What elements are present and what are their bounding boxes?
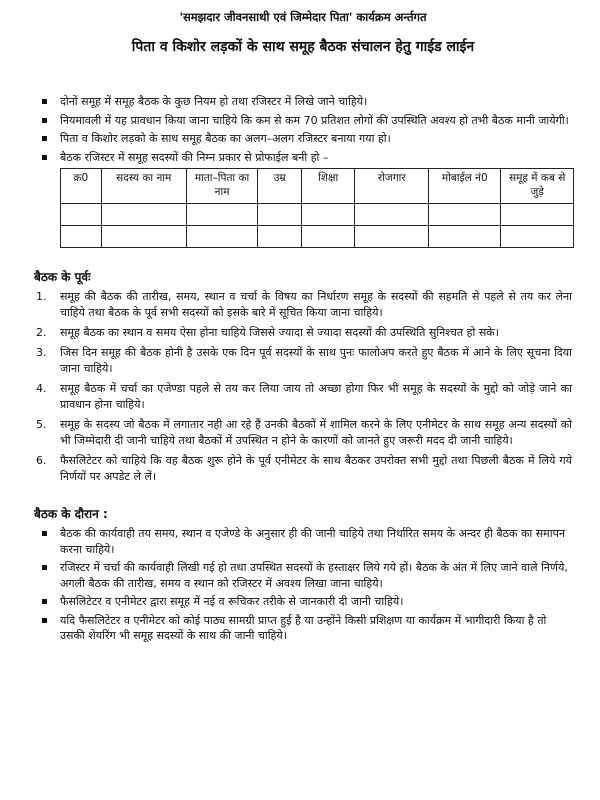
col-age: उम्र: [258, 169, 302, 204]
intro-bullet-list: [34, 94, 572, 165]
item-number: 1.: [36, 290, 47, 303]
program-supertitle: 'समझदार जीवनसाथी एवं जिम्मेदार पिता' कार्यक्रम अर्न्तगत: [179, 10, 427, 24]
item-number: 3.: [36, 346, 47, 359]
list-item: [34, 417, 572, 449]
col-member-name: सदस्य का नाम: [101, 169, 186, 204]
col-joined-since: समूह में कब से जुड़े: [501, 169, 574, 204]
col-education: शिक्षा: [301, 169, 354, 204]
member-profile-table: [60, 168, 574, 248]
item-text: जिस दिन समूह की बैठक होनी है उसके एक दिन पूर्व सदस्यों के साथ पुनः फालोअप करते हुए बैठक में आने के लिए सूचना दिया जाना चाहिये।: [60, 346, 572, 375]
list-item: [34, 453, 572, 485]
item-text: समूह की बैठक की तारीख, समय, स्थान व चर्चा के विषय का निर्धारण समूह के सदस्यों की सहमति से पहले से तय कर लेना चाहिये तथा बैठक के पूर्व सभी सदस्यों को इसके बारे में सूचित किया जाना चाहिये।: [60, 290, 572, 319]
during-meeting-heading: बैठक के दौरान :: [34, 507, 108, 521]
list-item: [34, 325, 572, 341]
intro-bullet: नियमावली में यह प्रावधान किया जाना चाहिये कि कम से कम 70 प्रतिशत लोगों की उपस्थिति अवश्य हो तभी बैठक मानी जायेगी।: [34, 113, 572, 129]
col-serial: क्र0: [61, 169, 102, 204]
item-number: 5.: [36, 418, 47, 431]
intro-bullet: पिता व किशोर लड़को के साथ समूह बैठक का अलग–अलग रजिस्टर बनाया गया हो।: [34, 131, 572, 147]
item-text: समूह बैठक में चर्चा का एजेण्डा पहले से तय कर लिया जाय तो अच्छा होगा फिर भी समूह के सदस्यों के मुद्दो को जोड़े जाने का प्रावधान होना चाहिये।: [60, 382, 572, 411]
col-mobile: मोबाईल नं0: [429, 169, 501, 204]
during-bullet: फैसलिटेटर व एनीमेटर द्वारा समूह में नई व रूचिकर तरीके से जानकारी दी जानी चाहिये।: [34, 594, 572, 610]
item-number: 4.: [36, 382, 47, 395]
table-header-row: [61, 169, 574, 204]
list-item: [34, 289, 572, 321]
item-number: 6.: [36, 454, 47, 467]
during-bullet: रजिस्टर में चर्चा की कार्यवाही लिखी गई हो तथा उपस्थित सदस्यों के हस्ताक्षर लिये गये हों। बैठक के अंत में लिए जाने वाले निर्णये, अगली बैठक की तारीख, समय व स्थान को रजिस्टर में अवश्य लिखा जाना चाहिये।: [34, 560, 572, 591]
table-row: [61, 204, 574, 226]
item-text: समूह बैठक का स्थान व समय ऐसा होना चाहिये जिससे ज्यादा से ज्यादा सदस्यों की उपस्थिति सुनिश्चत हो सके।: [60, 326, 499, 339]
intro-bullet: बैठक रजिस्टर में समूह सदस्यों की निम्न प्रकार से प्रोफाईल बनी हो –: [34, 150, 572, 166]
during-bullet: बैठक की कार्यवाही तय समय, स्थान व एजेण्डे के अनुसार ही की जानी चाहिये तथा निर्धारित समय के अन्दर ही बैठक का समापन करना चाहिये।: [34, 526, 572, 557]
list-item: [34, 381, 572, 413]
table-row: [61, 226, 574, 248]
during-meeting-list: [34, 526, 572, 644]
item-text: समूह के सदस्य जो बैठक में लगातार नही आ रहे हैं उनकी बैठकों में शामिल करने के लिए एनीमेटर के साथ समूह अन्य सदस्यों को भी जिम्मेदारी दी जानी चाहिये तथा बैठकों में उपस्थित न होने के कारणों को जानते हुए जरूरी मदद दी जानी चाहिये।: [60, 418, 572, 447]
col-parent-name: माता–पिता का नाम: [186, 169, 257, 204]
item-number: 2.: [36, 326, 47, 339]
intro-bullet: दोनों समूह में समूह बैठक के कुछ नियम हो तथा रजिस्टर में लिखे जाने चाहिये।: [34, 94, 572, 110]
page-title: पिता व किशोर लड़कों के साथ समूह बैठक संचालन हेतु गाईड लाईन: [131, 39, 475, 55]
list-item: [34, 345, 572, 377]
before-meeting-heading: बैठक के पूर्वः: [34, 270, 91, 284]
item-text: फैसलिटेटर को चाहिये कि वह बैठक शुरू होने के पूर्व एनीमेटर के साथ बैठकर उपरोक्त सभी मुद्दो तथा पिछली बैठक में लिये गये निर्णयों पर अपडेट ले लें।: [60, 454, 572, 483]
col-employment: रोजगार: [355, 169, 429, 204]
before-meeting-list: [34, 289, 572, 485]
table-body: [61, 204, 574, 248]
during-bullet: यदि फैसलिटेटर व एनीमेटर को कोई पाठ्य सामग्री प्राप्त हुई है या उन्होंने किसी प्रशिक्षण या कार्यक्रम में भागीदारी किया है तो उसकी शेयरिंग भी समूह सदस्यों के साथ की जानी चाहिये।: [34, 613, 572, 644]
